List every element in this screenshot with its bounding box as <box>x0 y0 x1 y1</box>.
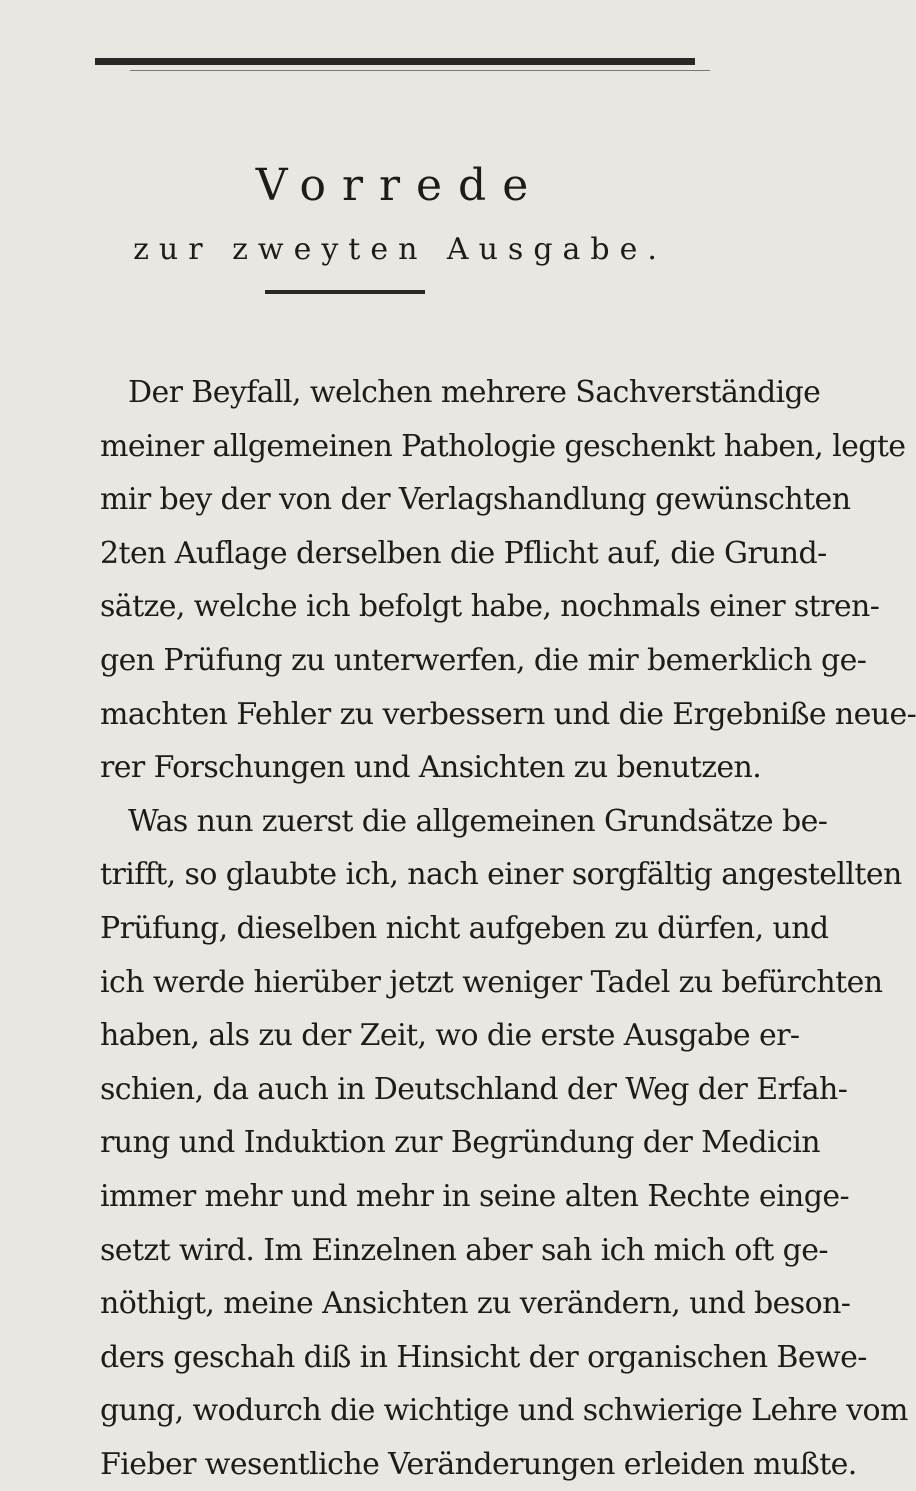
text-line: nöthigt, meine Ansichten zu verändern, und beson- <box>100 1286 851 1322</box>
heading-divider <box>265 290 425 294</box>
text-line: trifft, so glaubte ich, nach einer sorgfältig angestellten <box>100 857 902 893</box>
text-line: rung und Induktion zur Begründung der Medicin <box>100 1125 820 1161</box>
text-line: meiner allgemeinen Pathologie geschenkt haben, legte <box>100 428 906 464</box>
page-subtitle: zur zweyten Ausgabe. <box>133 232 667 267</box>
text-line: Der Beyfall, welchen mehrere Sachverständige <box>128 375 821 410</box>
text-line: haben, als zu der Zeit, wo die erste Ausgabe er- <box>100 1018 800 1054</box>
text-line: Fieber wesentliche Veränderungen erleiden mußte. <box>100 1446 857 1482</box>
text-line: setzt wird. Im Einzelnen aber sah ich mich oft ge- <box>100 1232 828 1268</box>
text-line: Was nun zuerst die allgemeinen Grundsätze be- <box>128 803 828 839</box>
text-line: immer mehr und mehr in seine alten Rechte einge- <box>100 1178 850 1214</box>
top-border-rule <box>95 58 695 65</box>
page-title: Vorrede <box>255 160 545 211</box>
text-line: gung, wodurch die wichtige und schwierige Lehre vom <box>100 1393 908 1429</box>
text-line: machten Fehler zu verbessern und die Ergebniße neue- <box>100 696 916 732</box>
text-line: rer Forschungen und Ansichten zu benutzen. <box>100 750 762 786</box>
text-line: Prüfung, dieselben nicht aufgeben zu dürfen, und <box>100 910 829 946</box>
text-line: sätze, welche ich befolgt habe, nochmals einer stren- <box>100 589 880 625</box>
preface-text <box>100 366 916 1491</box>
text-line: schien, da auch in Deutschland der Weg der Erfah- <box>100 1071 848 1107</box>
text-line: mir bey der von der Verlagshandlung gewünschten <box>100 482 851 518</box>
text-line: 2ten Auflage derselben die Pflicht auf, die Grund- <box>100 535 827 571</box>
text-line: ders geschah diß in Hinsicht der organischen Bewe- <box>100 1339 867 1375</box>
text-line: gen Prüfung zu unterwerfen, die mir bemerklich ge- <box>100 642 867 678</box>
top-fine-rule <box>130 70 710 71</box>
text-line: ich werde hierüber jetzt weniger Tadel zu befürchten <box>100 964 883 1000</box>
